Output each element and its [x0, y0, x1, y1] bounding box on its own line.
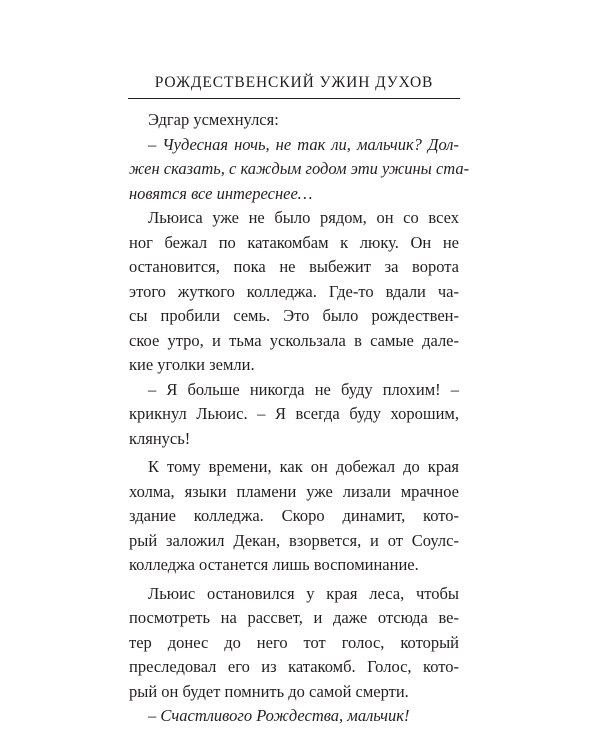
text-line: – Чудесная ночь, не так ли, мальчик? Дол-: [148, 134, 459, 154]
text-line: клянусь!: [129, 428, 191, 448]
text-line: жен сказать, с каждым годом эти ужины ста-: [129, 159, 470, 178]
text-line: сы пробили семь. Это было рождествен-: [129, 306, 459, 325]
body-text: [129, 108, 470, 729]
text-line: здание колледжа. Скоро динамит, кото-: [129, 506, 459, 525]
running-head: РОЖДЕСТВЕНСКИЙ УЖИН ДУХОВ: [154, 74, 434, 91]
text-line: кие уголки земли.: [129, 355, 255, 374]
text-line: – Счастливого Рождества, мальчик!: [148, 706, 410, 725]
text-line: этого жуткого колледжа. Где-то вдали ча-: [129, 281, 459, 301]
header-rule: [128, 98, 460, 99]
text-line: тер донес до него тот голос, который: [129, 632, 459, 652]
text-line: крикнул Льюис. – Я всегда буду хорошим,: [129, 404, 459, 423]
text-line: ское утро, и тьма ускользала в самые дале-: [129, 330, 459, 350]
text-line: К тому времени, как он добежал до края: [148, 457, 459, 476]
text-line: холма, языки пламени уже лизали мрачное: [129, 481, 459, 501]
text-line: преследовал его из катакомб. Голос, кото-: [129, 657, 459, 676]
text-line: рый заложил Декан, взорвется, и от Соулс-: [129, 530, 459, 550]
text-line: Льюиса уже не было рядом, он со всех: [148, 208, 459, 227]
text-line: – Я больше никогда не буду плохим! –: [148, 379, 459, 399]
text-line: колледжа останется лишь воспоминание.: [129, 555, 419, 574]
text-line: Эдгар усмехнулся:: [148, 110, 279, 129]
text-line: рый он будет помнить до самой смерти.: [129, 681, 409, 701]
text-line: остановится, пока не выбежит за ворота: [129, 257, 459, 276]
text-line: новятся все интереснее…: [129, 183, 313, 203]
text-line: ног бежал по катакомбам к люку. Он не: [129, 232, 459, 252]
text-line: посмотреть на рассвет, и даже отсюда ве-: [129, 608, 459, 627]
text-line: Льюис остановился у края леса, чтобы: [148, 583, 459, 603]
